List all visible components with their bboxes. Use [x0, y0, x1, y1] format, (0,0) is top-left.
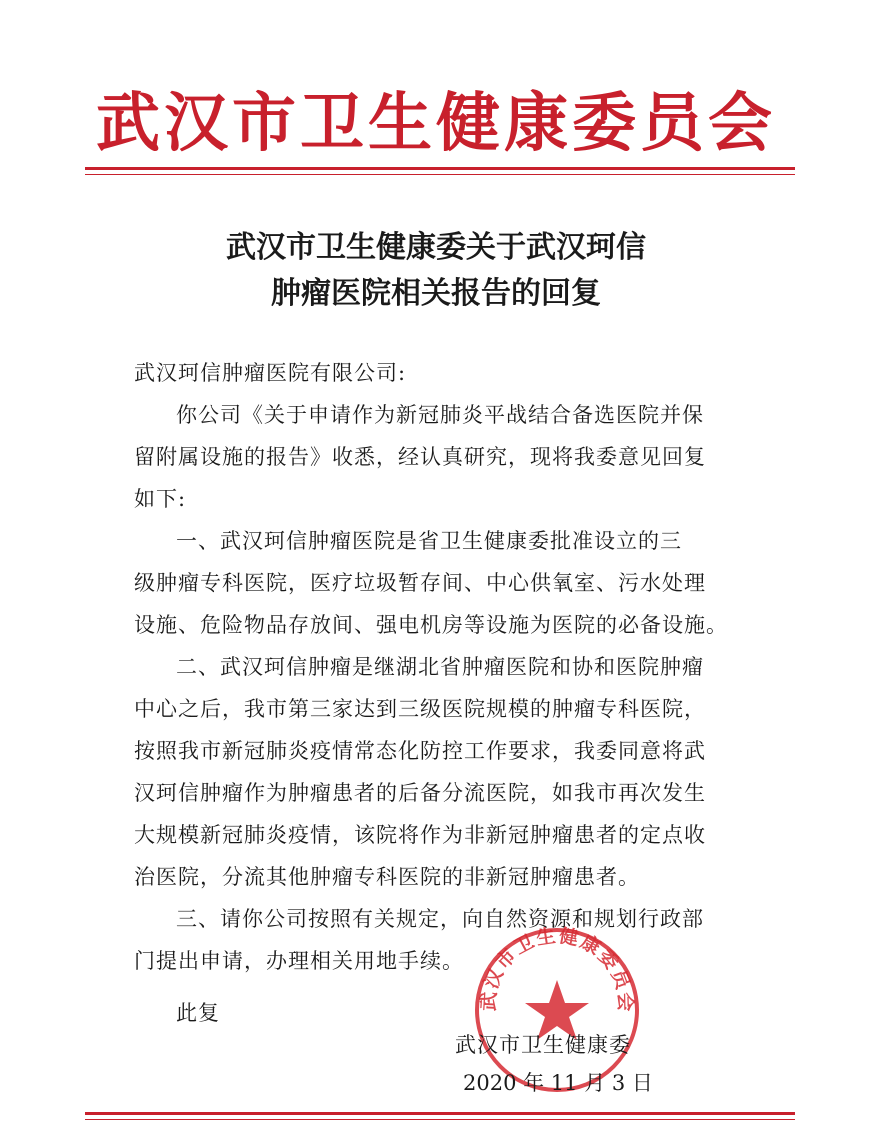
footer-rule-thin	[85, 1119, 795, 1120]
body-line-6: 设施、危险物品存放间、强电机房等设施为医院的必备设施。	[134, 613, 728, 637]
letterhead-title: 武汉市卫生健康委员会	[96, 87, 776, 161]
body-line-10: 汉珂信肿瘤作为肿瘤患者的后备分流医院，如我市再次发生	[134, 781, 706, 805]
body-line-3: 如下:	[134, 487, 187, 511]
letterhead-rule-thin	[85, 174, 795, 175]
body-line-8: 中心之后，我市第三家达到三级医院规模的肿瘤专科医院，	[134, 697, 706, 721]
document-title-line-1: 武汉市卫生健康委关于武汉珂信	[226, 230, 646, 265]
closing-remark: 此复	[176, 1001, 220, 1025]
addressee-line: 武汉珂信肿瘤医院有限公司:	[134, 361, 407, 385]
signature-organization: 武汉市卫生健康委	[455, 1033, 631, 1057]
seal-text: 武汉市卫生健康委员会	[477, 925, 637, 1014]
document-title-line-2: 肿瘤医院相关报告的回复	[271, 276, 601, 311]
footer-rule-thick	[85, 1112, 795, 1115]
body-line-12: 治医院，分流其他肿瘤专科医院的非新冠肿瘤患者。	[134, 865, 640, 889]
body-line-5: 级肿瘤专科医院，医疗垃圾暂存间、中心供氧室、污水处理	[134, 571, 706, 595]
body-line-13: 三、请你公司按照有关规定，向自然资源和规划行政部	[176, 907, 704, 931]
letterhead-rule-thick	[85, 167, 795, 170]
body-line-4: 一、武汉珂信肿瘤医院是省卫生健康委批准设立的三	[176, 529, 682, 553]
body-line-1: 你公司《关于申请作为新冠肺炎平战结合备选医院并保	[176, 403, 704, 427]
body-line-9: 按照我市新冠肺炎疫情常态化防控工作要求，我委同意将武	[134, 739, 706, 763]
signature-date: 2020 年 11 月 3 日	[463, 1071, 653, 1095]
body-line-2: 留附属设施的报告》收悉，经认真研究，现将我委意见回复	[134, 445, 706, 469]
body-line-11: 大规模新冠肺炎疫情，该院将作为非新冠肿瘤患者的定点收	[134, 823, 706, 847]
body-line-14: 门提出申请，办理相关用地手续。	[134, 949, 464, 973]
body-line-7: 二、武汉珂信肿瘤是继湖北省肿瘤医院和协和医院肿瘤	[176, 655, 704, 679]
